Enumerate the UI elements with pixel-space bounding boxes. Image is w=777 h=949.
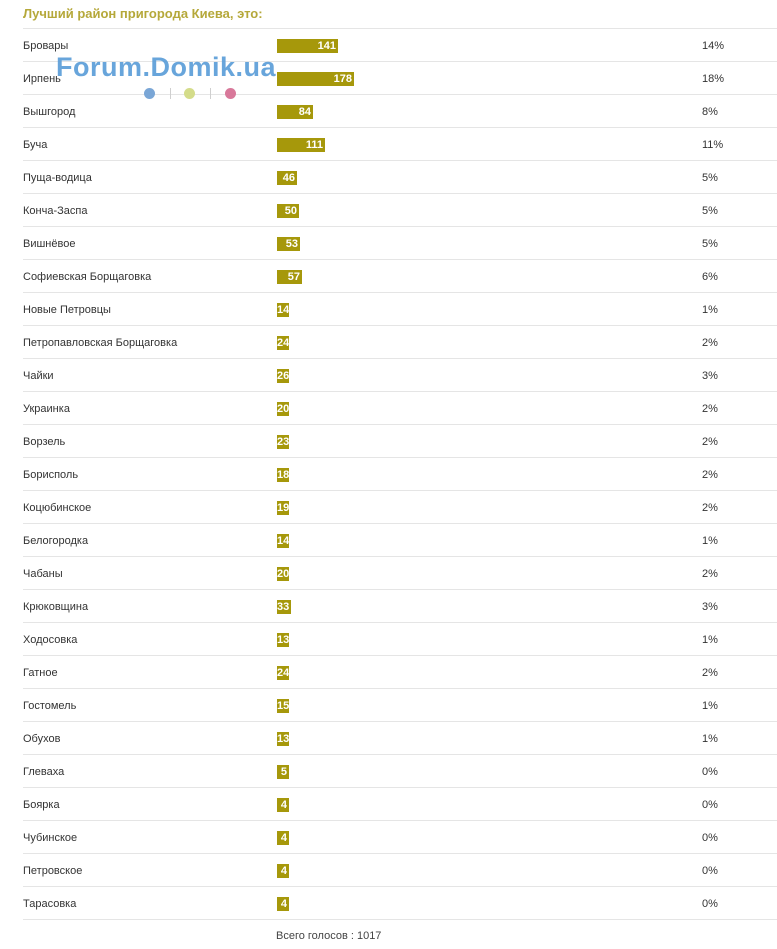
vote-bar: 178	[277, 72, 354, 86]
vote-bar: 24	[277, 337, 289, 349]
vote-percent: 18%	[702, 73, 725, 85]
poll-option-label: Чабаны	[23, 568, 63, 580]
vote-percent: 14%	[702, 40, 725, 52]
poll-option-label: Крюковщина	[23, 601, 89, 613]
poll-option-label: Петропавловская Борщаговка	[23, 337, 178, 349]
poll-row	[23, 788, 777, 821]
vote-percent: 2%	[702, 502, 718, 514]
vote-bar: 57	[277, 270, 302, 284]
vote-percent: 0%	[702, 799, 718, 811]
vote-percent: 2%	[702, 667, 718, 679]
vote-bar: 13	[277, 634, 289, 646]
vote-percent: 0%	[702, 832, 718, 844]
vote-bar: 14	[277, 535, 289, 547]
vote-percent: 5%	[702, 205, 718, 217]
poll-option-label: Пуща-водица	[23, 172, 92, 184]
vote-bar: 5	[277, 765, 289, 779]
vote-bar: 141	[277, 39, 338, 53]
vote-percent: 8%	[702, 106, 718, 118]
poll-option-label: Коцюбинское	[23, 502, 92, 514]
poll-row	[23, 458, 777, 491]
poll-option-label: Обухов	[23, 733, 61, 745]
vote-bar: 20	[277, 403, 289, 415]
vote-bar: 14	[277, 304, 289, 316]
vote-bar: 20	[277, 568, 289, 580]
poll-option-label: Глеваха	[23, 766, 65, 778]
poll-row	[23, 326, 777, 359]
poll-option-label: Ворзель	[23, 436, 66, 448]
vote-percent: 1%	[702, 634, 718, 646]
vote-percent: 2%	[702, 436, 718, 448]
poll-row	[23, 227, 777, 260]
vote-percent: 5%	[702, 238, 718, 250]
vote-percent: 1%	[702, 700, 718, 712]
poll-title: Лучший район пригорода Киева, это:	[23, 6, 263, 21]
poll-row	[23, 887, 777, 920]
poll-row	[23, 128, 777, 161]
vote-bar: 53	[277, 237, 300, 251]
poll-results-table	[23, 28, 777, 920]
poll-row	[23, 260, 777, 293]
vote-bar: 50	[277, 204, 299, 218]
poll-row	[23, 821, 777, 854]
vote-percent: 5%	[702, 172, 718, 184]
poll-option-label: Ходосовка	[23, 634, 78, 646]
poll-option-label: Украинка	[23, 403, 70, 415]
vote-percent: 1%	[702, 304, 718, 316]
vote-bar: 19	[277, 502, 289, 514]
poll-option-label: Петровское	[23, 865, 83, 877]
vote-bar: 4	[277, 798, 289, 812]
poll-row	[23, 854, 777, 887]
poll-row	[23, 29, 777, 62]
poll-option-label: Ирпень	[23, 73, 61, 85]
poll-row	[23, 425, 777, 458]
vote-bar: 46	[277, 171, 297, 185]
vote-percent: 3%	[702, 601, 718, 613]
vote-percent: 2%	[702, 469, 718, 481]
poll-option-label: Вишнёвое	[23, 238, 76, 250]
vote-bar: 84	[277, 105, 313, 119]
poll-row	[23, 590, 777, 623]
poll-option-label: Чайки	[23, 370, 54, 382]
poll-option-label: Тарасовка	[23, 898, 77, 910]
vote-bar: 18	[277, 469, 289, 481]
poll-option-label: Конча-Заспа	[23, 205, 88, 217]
vote-percent: 2%	[702, 403, 718, 415]
vote-bar: 4	[277, 831, 289, 845]
vote-bar: 4	[277, 864, 289, 878]
poll-option-label: Вышгород	[23, 106, 76, 118]
vote-bar: 33	[277, 601, 290, 613]
poll-option-label: Белогородка	[23, 535, 89, 547]
poll-option-label: Новые Петровцы	[23, 304, 111, 316]
poll-row	[23, 755, 777, 788]
vote-bar: 24	[277, 667, 289, 679]
poll-row	[23, 161, 777, 194]
vote-percent: 11%	[702, 139, 724, 151]
vote-bar: 111	[277, 138, 325, 152]
vote-bar: 15	[277, 700, 289, 712]
poll-row	[23, 623, 777, 656]
vote-percent: 3%	[702, 370, 718, 382]
poll-option-label: Бровары	[23, 40, 69, 52]
poll-option-label: Гатное	[23, 667, 58, 679]
vote-bar: 4	[277, 897, 289, 911]
vote-percent: 0%	[702, 898, 718, 910]
poll-row	[23, 359, 777, 392]
poll-option-label: Софиевская Борщаговка	[23, 271, 152, 283]
vote-bar: 13	[277, 733, 289, 745]
poll-row	[23, 293, 777, 326]
poll-row	[23, 194, 777, 227]
vote-percent: 0%	[702, 865, 718, 877]
poll-row	[23, 557, 777, 590]
vote-percent: 1%	[702, 535, 718, 547]
vote-percent: 1%	[702, 733, 718, 745]
poll-row	[23, 689, 777, 722]
poll-row	[23, 524, 777, 557]
poll-option-label: Боярка	[23, 799, 60, 811]
poll-row	[23, 722, 777, 755]
poll-row	[23, 491, 777, 524]
poll-option-label: Гостомель	[23, 700, 77, 712]
poll-row	[23, 656, 777, 689]
vote-bar: 26	[277, 370, 289, 382]
vote-percent: 6%	[702, 271, 718, 283]
vote-percent: 0%	[702, 766, 718, 778]
poll-row	[23, 62, 777, 95]
vote-percent: 2%	[702, 568, 718, 580]
watermark-text: Forum.Domik.ua	[56, 52, 277, 82]
poll-row	[23, 95, 777, 128]
poll-option-label: Чубинское	[23, 832, 78, 844]
poll-option-label: Борисполь	[23, 469, 79, 481]
vote-percent: 2%	[702, 337, 718, 349]
vote-bar: 23	[277, 436, 289, 448]
total-votes: Всего голосов : 1017	[276, 930, 382, 942]
poll-option-label: Буча	[23, 139, 48, 151]
poll-row	[23, 392, 777, 425]
